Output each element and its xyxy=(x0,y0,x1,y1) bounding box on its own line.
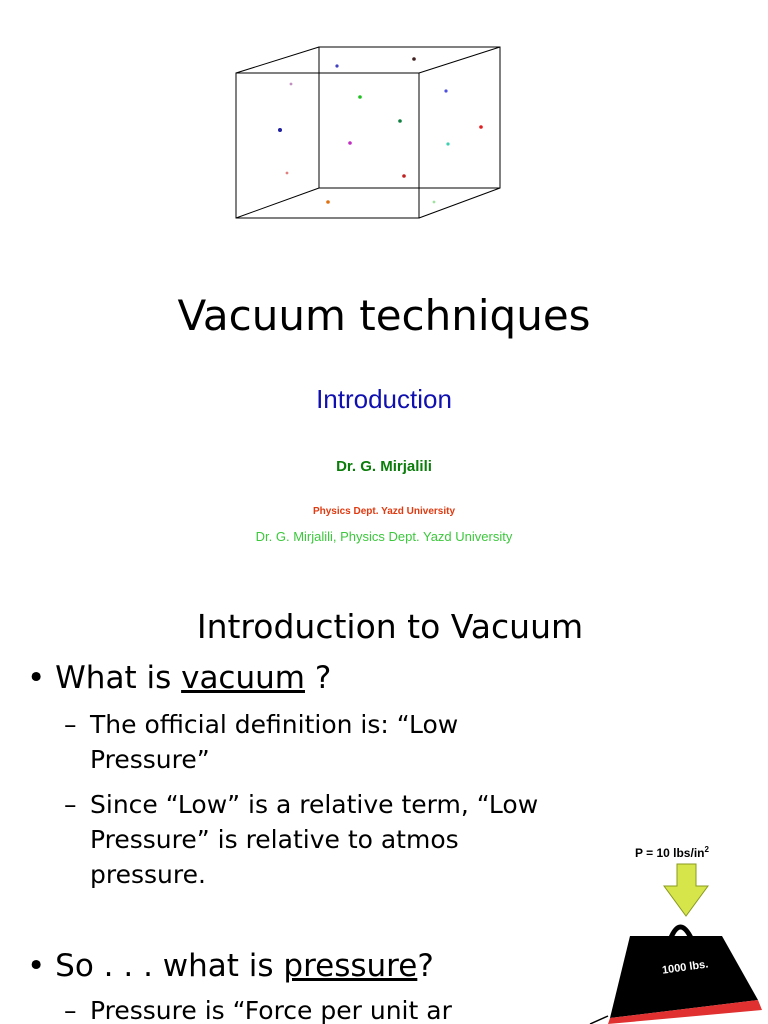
bullet-text-post: ? xyxy=(304,660,332,696)
subbullet-force-per-area xyxy=(64,994,524,1024)
subbullet-line: Pressure is “Force per unit ar xyxy=(90,996,452,1024)
pressure-label: P = 10 lbs/$in^2$ xyxy=(635,845,709,860)
bullet-text-post: ? xyxy=(417,948,434,984)
bullet-what-is-vacuum xyxy=(27,658,331,698)
term-pressure: pressure xyxy=(283,948,418,984)
dash-marker: – xyxy=(64,790,77,819)
subbullet-relative-term xyxy=(64,788,624,893)
subbullet-line: The official definition is: “Low xyxy=(90,710,459,739)
author-affiliation: Physics Dept. Yazd University xyxy=(312,506,456,517)
slide2-heading: Introduction to Vacuum xyxy=(196,607,584,646)
bullet-marker: • xyxy=(27,948,46,984)
term-vacuum: vacuum xyxy=(181,660,305,696)
subbullet-official-definition xyxy=(64,708,564,778)
author-name: Dr. G. Mirjalili xyxy=(336,458,432,475)
slide-subtitle: Introduction xyxy=(316,384,452,414)
gas-box-illustration xyxy=(225,40,515,230)
cube-edges xyxy=(236,47,500,218)
pointer-line xyxy=(590,1016,608,1024)
subbullet-line: pressure. xyxy=(90,860,206,889)
down-arrow-icon xyxy=(664,864,708,916)
weight-label: 1000 lbs. xyxy=(661,958,710,977)
pressure-weight-figure xyxy=(588,840,768,1024)
bullet-text-pre: What is xyxy=(55,660,182,696)
bullet-text-pre: So . . . what is xyxy=(55,948,284,984)
subbullet-line: Pressure” is relative to atmos xyxy=(90,825,459,854)
bullet-marker: • xyxy=(27,660,46,696)
bullet-what-is-pressure xyxy=(27,946,434,986)
subbullet-line: Pressure” xyxy=(90,745,210,774)
slide-footer: Dr. G. Mirjalili, Physics Dept. Yazd University xyxy=(255,529,513,544)
dash-marker: – xyxy=(64,996,77,1024)
gas-particles xyxy=(278,57,483,204)
slide-title: Vacuum techniques xyxy=(177,291,591,340)
subbullet-line: Since “Low” is a relative term, “Low xyxy=(90,790,539,819)
dash-marker: – xyxy=(64,710,77,739)
